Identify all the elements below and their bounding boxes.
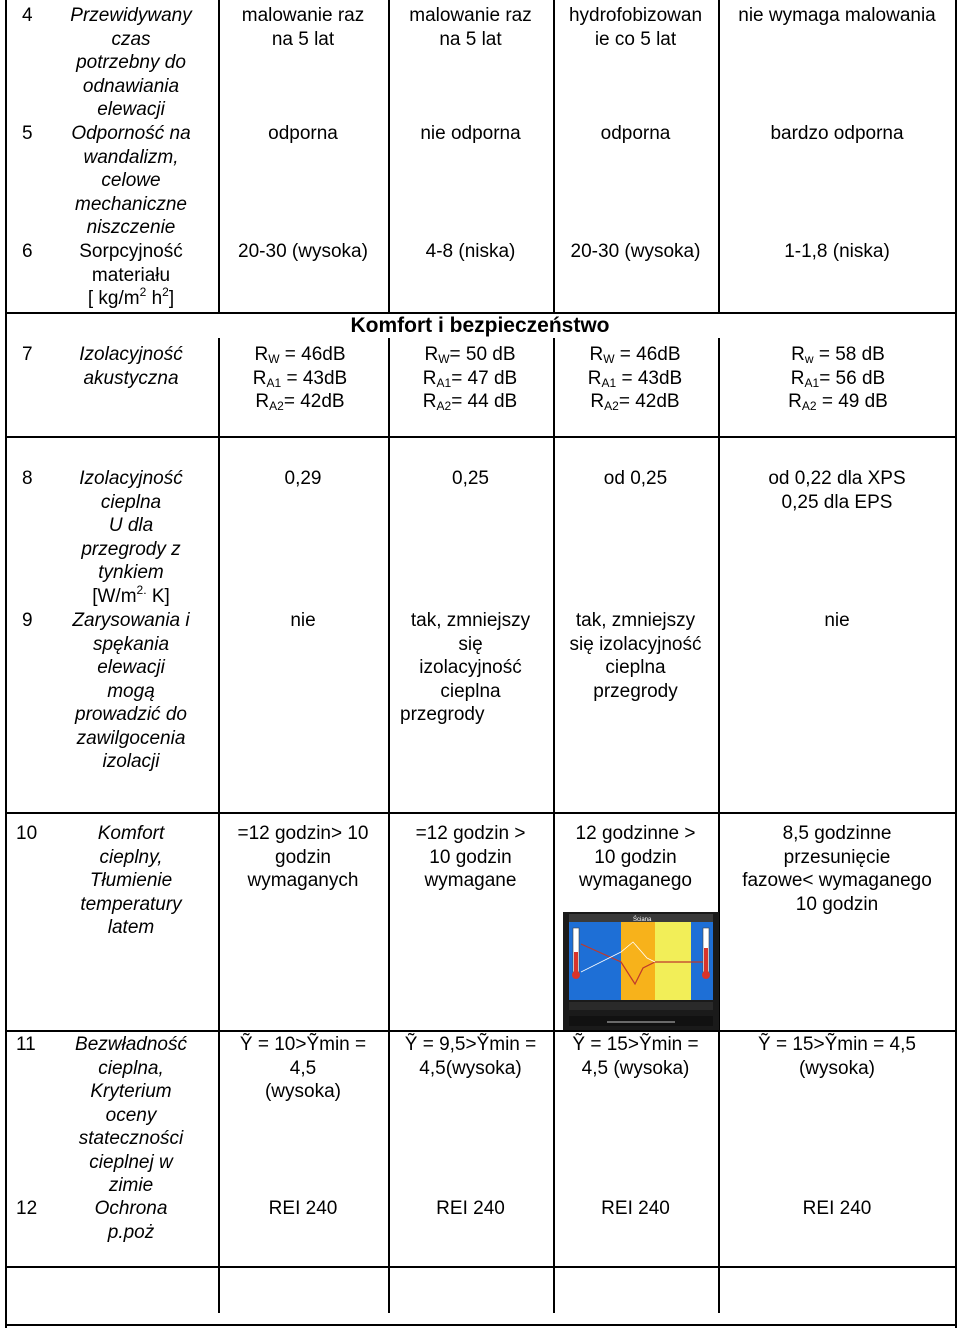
thermal-phase-shift-diagram bbox=[563, 912, 719, 1030]
table-cell: od 0,25 bbox=[603, 468, 668, 489]
table-cell: REI 240 bbox=[601, 1198, 670, 1219]
acoustic-values: $R_W= 50$ dB $R_{A1}= 47$ dB $R_{A2}= 44$ dB bbox=[422, 344, 518, 413]
table-cell: 4-8 (niska) bbox=[425, 241, 516, 262]
table-cell: REI 240 bbox=[802, 1198, 872, 1219]
table-cell: 1-1,8 (niska) bbox=[784, 241, 890, 262]
table-cell: 20-30 (wysoka) bbox=[238, 241, 368, 262]
row-number: 11 bbox=[16, 1034, 36, 1055]
table-cell: Ỹ = 10>Ỹmin = 4,5 (wysoka) bbox=[239, 1034, 367, 1102]
row-number: 7 bbox=[22, 344, 33, 365]
row-label: Ochrona p.poż bbox=[94, 1198, 168, 1243]
table-cell: nie bbox=[290, 610, 316, 631]
table-cell: Ỹ = 15>Ỹmin = 4,5 (wysoka) bbox=[572, 1034, 699, 1079]
table-cell: 0,29 bbox=[284, 468, 322, 489]
section-title: Komfort i bezpieczeństwo bbox=[350, 314, 610, 337]
table-cell: nie wymaga malowania bbox=[738, 5, 936, 26]
row-number: 5 bbox=[22, 123, 33, 144]
acoustic-values: $R_W = 46dB$ $R_{A1} = 43dB$ $R_{A2}= 42dB$ bbox=[252, 344, 348, 413]
row-number: 8 bbox=[22, 468, 33, 489]
table-cell: 0,25 bbox=[452, 468, 489, 489]
table-cell: odporna bbox=[600, 123, 671, 144]
row-label: Zarysowania i spękania elewacji mogą prowadzić do zawilgocenia izolacji bbox=[72, 610, 190, 772]
table-cell: tak, zmniejszy się izolacyjność cieplna przegrody bbox=[569, 610, 702, 702]
table-cell: bardzo odporna bbox=[770, 123, 904, 144]
row-label: Odporność na wandalizm, celowe mechaniczne niszczenie bbox=[71, 123, 191, 238]
unit-label: [ $kg/m^2$ $h^2$] bbox=[87, 285, 175, 309]
row-number: 12 bbox=[16, 1198, 38, 1219]
row-label: Izolacyjność cieplna U dla przegrody z tynkiem [$W/m^{2.}$ K] bbox=[50, 467, 212, 608]
acoustic-values: $R_W = 46dB$ $R_{A1} = 43dB$ $R_{A2}= 42dB$ bbox=[587, 344, 683, 413]
row-label: Przewidywany czas potrzebny do odnawiania elewacji bbox=[70, 5, 192, 120]
row-number: 4 bbox=[22, 5, 33, 26]
inside-zone bbox=[691, 922, 713, 1000]
insulation-zone bbox=[621, 922, 655, 1000]
table-cell: Ỹ = 15>Ỹmin = 4,5 (wysoka) bbox=[758, 1034, 916, 1079]
figure-label-wall: Ściana bbox=[633, 917, 652, 923]
table-cell: tak, zmniejszy się izolacyjność cieplna przegrody bbox=[400, 610, 531, 725]
row-number: 9 bbox=[22, 610, 33, 631]
wall-zone bbox=[655, 922, 691, 1000]
row-number: 6 bbox=[22, 241, 33, 262]
table-cell: =12 godzin> 10 godzin wymaganych bbox=[237, 823, 369, 891]
table-cell: =12 godzin > 10 godzin wymagane bbox=[415, 823, 526, 891]
unit-label: [$W/m^{2.}$ K] bbox=[92, 582, 170, 607]
row-label: Bezwładność cieplna, Kryterium oceny stateczności cieplnej w zimie bbox=[75, 1034, 187, 1196]
table-cell: REI 240 bbox=[268, 1198, 338, 1219]
table-cell: 8,5 godzinne przesunięcie fazowe< wymaganego 10 godzin bbox=[742, 823, 932, 915]
row-number: 10 bbox=[16, 823, 38, 844]
table-cell: REI 240 bbox=[436, 1198, 505, 1219]
acoustic-values: $R_w = 58$ dB $R_{A1}= 56$ dB $R_{A2} = 49$ dB bbox=[788, 344, 888, 413]
row-label: Sorpcyjność materiału [ $kg/m^2$ $h^2$] bbox=[50, 240, 212, 311]
table-cell: 20-30 (wysoka) bbox=[570, 241, 701, 262]
table-cell: hydrofobizowan ie co 5 lat bbox=[568, 5, 703, 50]
table-cell: nie bbox=[824, 610, 850, 631]
table-cell: nie odporna bbox=[420, 123, 521, 144]
table-cell: Ỹ = 9,5>Ỹmin = 4,5(wysoka) bbox=[404, 1034, 537, 1079]
row-label: Komfort cieplny, Tłumienie temperatury latem bbox=[80, 823, 182, 938]
table-cell: od 0,22 dla XPS 0,25 dla EPS bbox=[768, 468, 906, 513]
table-cell: odporna bbox=[268, 123, 338, 144]
table-cell: malowanie raz na 5 lat bbox=[241, 5, 365, 50]
table-cell: 12 godzinne > 10 godzin wymaganego bbox=[575, 823, 696, 891]
row-label: Izolacyjność akustyczna bbox=[79, 344, 183, 389]
table-cell: malowanie raz na 5 lat bbox=[409, 5, 532, 50]
